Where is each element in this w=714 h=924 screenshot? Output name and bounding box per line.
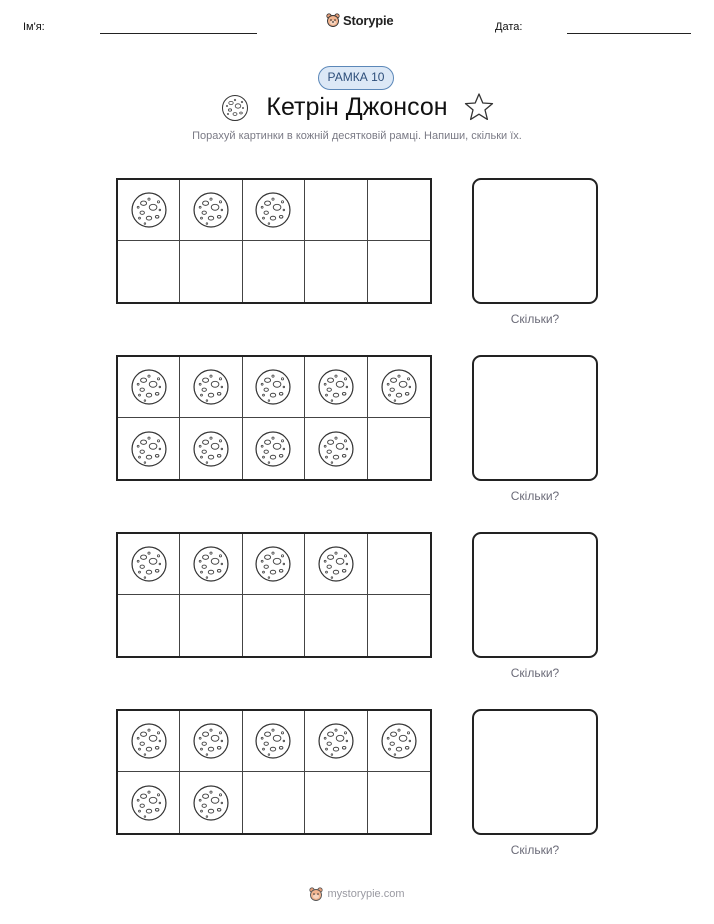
footer-url[interactable]: mystorypie.com xyxy=(327,888,405,900)
moon-icon xyxy=(254,722,292,760)
moon-icon xyxy=(254,191,292,229)
ten-frame-cell xyxy=(305,418,367,479)
date-line[interactable] xyxy=(567,33,691,34)
ten-frame-cell xyxy=(368,357,430,418)
ten-frame-cell xyxy=(305,241,367,302)
ten-frame-cell xyxy=(180,595,242,656)
answer-box[interactable] xyxy=(472,532,598,658)
moon-icon xyxy=(130,545,168,583)
ten-frame-cell xyxy=(180,772,242,833)
ten-frame-cell xyxy=(368,595,430,656)
footer xyxy=(0,886,714,902)
moon-icon xyxy=(254,545,292,583)
ten-frame-cell xyxy=(180,241,242,302)
moon-icon xyxy=(254,368,292,406)
ten-frame-cell xyxy=(180,418,242,479)
ten-frame-cell xyxy=(305,534,367,595)
answer-label: Скільки? xyxy=(510,489,560,503)
ten-frame-cell xyxy=(180,711,242,772)
answer-label: Скільки? xyxy=(510,312,560,326)
moon-icon xyxy=(130,368,168,406)
ten-frame-cell xyxy=(118,180,180,241)
storypie-mascot-icon xyxy=(326,12,340,28)
ten-frame-cell xyxy=(118,241,180,302)
ten-frame-cell xyxy=(243,357,305,418)
moon-icon xyxy=(130,430,168,468)
ten-frame-cell xyxy=(368,772,430,833)
date-label: Дата: xyxy=(495,21,523,33)
ten-frame-cell xyxy=(243,772,305,833)
ten-frame-cell xyxy=(180,180,242,241)
moon-icon xyxy=(130,191,168,229)
ten-frame-cell xyxy=(368,418,430,479)
ten-frame-cell xyxy=(368,180,430,241)
ten-frame-cell xyxy=(368,711,430,772)
page-title: Кетрін Джонсон xyxy=(266,93,448,121)
moon-icon xyxy=(192,545,230,583)
moon-icon xyxy=(192,722,230,760)
ten-frame-cell xyxy=(305,772,367,833)
ten-frame xyxy=(116,532,432,658)
moon-icon xyxy=(130,784,168,822)
answer-box[interactable] xyxy=(472,709,598,835)
ten-frame-cell xyxy=(118,711,180,772)
ten-frame-cell xyxy=(368,534,430,595)
ten-frame-cell xyxy=(243,241,305,302)
answer-box[interactable] xyxy=(472,355,598,481)
ten-frame xyxy=(116,709,432,835)
moon-icon xyxy=(192,191,230,229)
storypie-logo xyxy=(326,12,393,28)
ten-frame-cell xyxy=(305,595,367,656)
logo-text: Storypie xyxy=(343,12,394,28)
moon-icon xyxy=(192,430,230,468)
ten-frame-cell xyxy=(243,418,305,479)
ten-frame-cell xyxy=(305,357,367,418)
ten-frame-cell xyxy=(243,534,305,595)
star-icon xyxy=(464,92,494,122)
ten-frame-cell xyxy=(243,595,305,656)
moon-icon xyxy=(380,722,418,760)
moon-icon xyxy=(130,722,168,760)
name-label: Ім'я: xyxy=(23,21,45,33)
instructions: Порахуй картинки в кожній десятковій рамці. Напиши, скільки їх. xyxy=(192,130,522,142)
moon-icon xyxy=(254,430,292,468)
moon-icon xyxy=(317,430,355,468)
storypie-mascot-icon xyxy=(309,886,323,902)
ten-frame-cell xyxy=(118,595,180,656)
frame-badge: РАМКА 10 xyxy=(318,66,394,90)
ten-frame-cell xyxy=(243,180,305,241)
ten-frame-cell xyxy=(180,534,242,595)
moon-icon xyxy=(380,368,418,406)
ten-frame-cell xyxy=(305,180,367,241)
ten-frame xyxy=(116,178,432,304)
ten-frame-cell xyxy=(368,241,430,302)
moon-icon xyxy=(317,722,355,760)
ten-frame-cell xyxy=(118,534,180,595)
moon-icon xyxy=(192,784,230,822)
answer-label: Скільки? xyxy=(510,666,560,680)
moon-icon xyxy=(317,545,355,583)
ten-frame-cell xyxy=(118,357,180,418)
moon-icon xyxy=(317,368,355,406)
ten-frame-cell xyxy=(180,357,242,418)
ten-frame-cell xyxy=(305,711,367,772)
ten-frame-cell xyxy=(118,418,180,479)
name-line[interactable] xyxy=(100,33,257,34)
ten-frame xyxy=(116,355,432,481)
ten-frame-cell xyxy=(243,711,305,772)
answer-box[interactable] xyxy=(472,178,598,304)
ten-frame-cell xyxy=(118,772,180,833)
moon-icon xyxy=(192,368,230,406)
answer-label: Скільки? xyxy=(510,843,560,857)
